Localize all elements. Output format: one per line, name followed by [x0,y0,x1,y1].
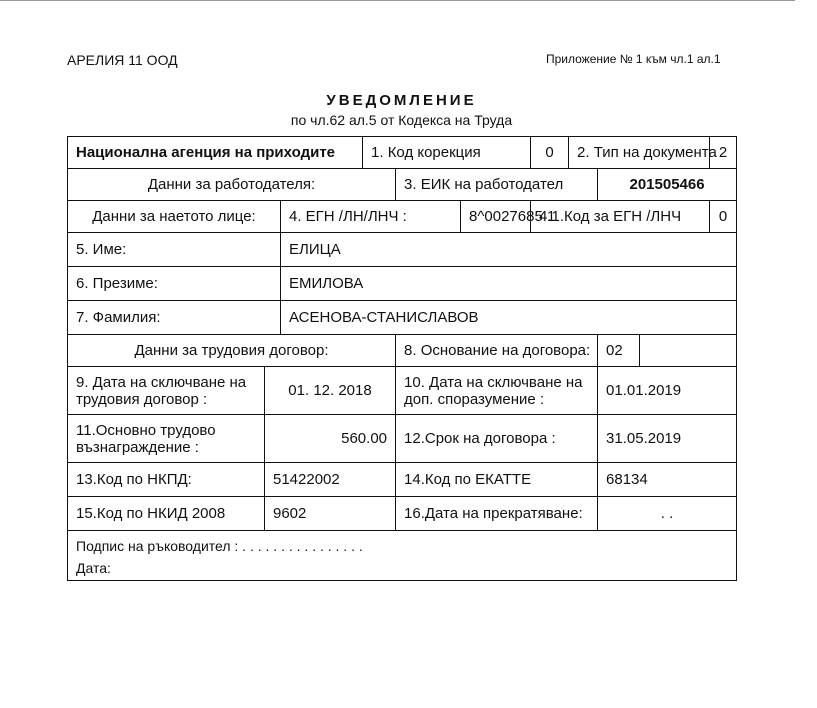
table-row [68,367,737,415]
employee-egn-label: 4. ЕГН /ЛН/ЛНЧ : [281,201,461,233]
notification-form-table [67,136,737,581]
family-name-value: АСЕНОВА-СТАНИСЛАВОВ [281,301,737,335]
contract-date-label: 9. Дата на сключване на трудовия договор : [68,367,265,415]
table-row [68,335,737,367]
table-row [68,463,737,497]
table-row [68,301,737,335]
contract-date-value: 01. 12. 2018 [265,367,396,415]
contract-section-label: Данни за трудовия договор: [68,335,396,367]
employee-egn-value: 8^0027685 1 [461,201,531,233]
contract-basis-empty [640,335,737,367]
contract-basis-value: 02 [598,335,640,367]
termination-date-value: . . [598,497,737,531]
signature-block [68,531,737,581]
correction-code-value: 0 [531,137,569,169]
ekatte-code-label: 14.Код по ЕКАТТЕ [396,463,598,497]
table-row [68,201,737,233]
annex-date-value: 01.01.2019 [598,367,737,415]
company-name: АРЕЛИЯ 11 ООД [67,52,178,68]
page-top-border [0,0,795,1]
egn-code-label: 4.1.Код за ЕГН /ЛНЧ [531,201,710,233]
termination-date-label: 16.Дата на прекратяване: [396,497,598,531]
table-row [68,497,737,531]
employer-eik-label: 3. ЕИК на работодател [396,169,598,201]
nkid-code-value: 9602 [265,497,396,531]
nkid-code-label: 15.Код по НКИД 2008 [68,497,265,531]
document-title: УВЕДОМЛЕНИЕ [326,92,477,109]
document-type-label: 2. Тип на документа [569,137,710,169]
document-type-value: 2 [710,137,737,169]
table-row [68,233,737,267]
table-row [68,137,737,169]
contract-term-value: 31.05.2019 [598,415,737,463]
table-row [68,169,737,201]
table-row [68,267,737,301]
nkpd-code-label: 13.Код по НКПД: [68,463,265,497]
family-name-label: 7. Фамилия: [68,301,281,335]
contract-term-label: 12.Срок на договора : [396,415,598,463]
correction-code-label: 1. Код корекция [363,137,531,169]
signature-date-label: Дата: [76,560,111,576]
middle-name-value: ЕМИЛОВА [281,267,737,301]
annex-date-label: 10. Дата на сключване на доп. споразумение : [396,367,598,415]
nkpd-code-value: 51422002 [265,463,396,497]
egn-code-value: 0 [710,201,737,233]
employer-eik-value: 201505466 [598,169,737,201]
salary-label: 11.Основно трудово възнаграждение : [68,415,265,463]
first-name-value: ЕЛИЦА [281,233,737,267]
table-row [68,531,737,581]
salary-value: 560.00 [265,415,396,463]
table-row [68,415,737,463]
contract-basis-label: 8. Основание на договора: [396,335,598,367]
appendix-reference: Приложение № 1 към чл.1 ал.1 [546,52,721,66]
employer-section-label: Данни за работодателя: [68,169,396,201]
ekatte-code-value: 68134 [598,463,737,497]
first-name-label: 5. Име: [68,233,281,267]
employee-section-label: Данни за наетото лице: [68,201,281,233]
middle-name-label: 6. Презиме: [68,267,281,301]
agency-name: Национална агенция на приходите [68,137,363,169]
manager-signature-label: Подпис на ръководител : . . . . . . . . . . . . . . . . [76,538,363,554]
document-subtitle: по чл.62 ал.5 от Кодекса на Труда [290,112,513,128]
